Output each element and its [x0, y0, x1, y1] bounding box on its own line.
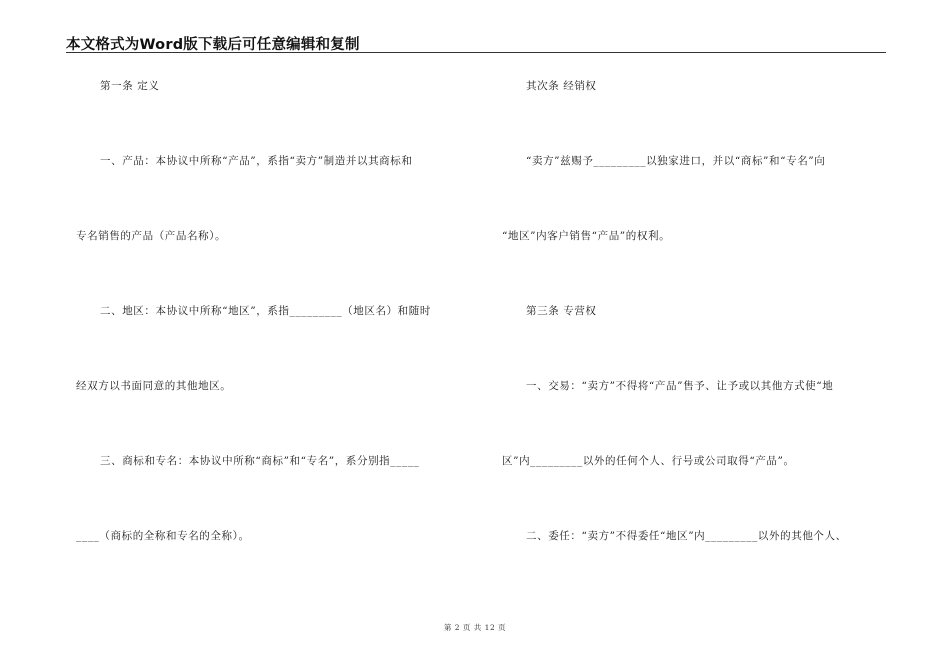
paragraph-line: 三、商标和专名：本协议中所称“商标”和“专名”，系分别指_____ — [100, 455, 420, 467]
paragraph-line: 二、地区：本协议中所称“地区”，系指_________（地区名）和随时 — [100, 305, 431, 317]
left-column — [66, 0, 466, 672]
paragraph-line: ____（商标的全称和专名的全称）。 — [76, 530, 250, 542]
paragraph-line: 专名销售的产品（产品名称）。 — [76, 230, 227, 242]
paragraph-line: 经双方以书面同意的其他地区。 — [76, 380, 232, 392]
article-heading: 其次条 经销权 — [526, 80, 597, 92]
paragraph-line: 二、委任：“卖方”不得委任“地区”内_________以外的其他个人、 — [526, 530, 847, 542]
right-column — [498, 0, 890, 672]
paragraph-line: “地区”内客户销售“产品”的权利。 — [502, 230, 671, 242]
header-title: 本文格式为Word版下载后可任意编辑和复制 — [66, 37, 360, 53]
article-heading: 第三条 专营权 — [526, 305, 597, 317]
paragraph-line: 一、产品：本协议中所称“产品”，系指“卖方”制造并以其商标和 — [100, 155, 413, 167]
article-heading: 第一条 定义 — [100, 80, 160, 92]
paragraph-line: “卖方”兹赐予_________以独家进口，并以“商标”和“专名”向 — [526, 155, 826, 167]
paragraph-line: 一、交易：“卖方”不得将“产品”售予、让予或以其他方式使“地 — [526, 380, 834, 392]
page-number: 第 2 页 共 12 页 — [443, 623, 507, 632]
paragraph-line: 区”内_________以外的任何个人、行号或公司取得“产品”。 — [502, 455, 795, 467]
